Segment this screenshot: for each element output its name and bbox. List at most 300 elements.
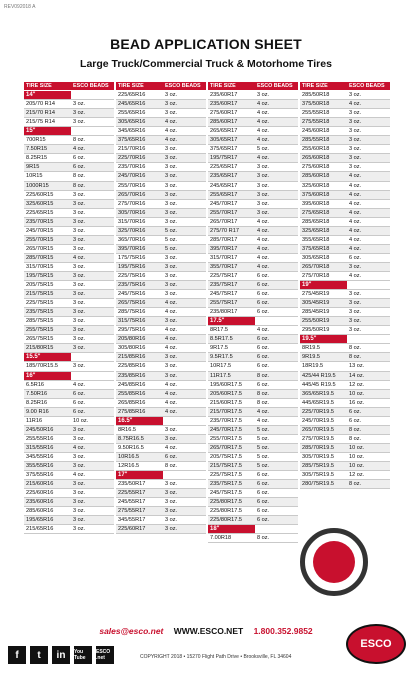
bead-amount-cell: 3 oz. (349, 291, 362, 298)
bead-amount-cell: 3 oz. (165, 481, 178, 488)
tire-size-cell: 245/60R18 (302, 128, 330, 135)
bead-amount-cell: 3 oz. (165, 263, 178, 270)
bead-amount-cell: 3 oz. (165, 272, 178, 279)
bead-amount-cell: 6 oz. (257, 381, 270, 388)
bead-amount-cell: 3 oz. (349, 119, 362, 126)
tire-size-cell: 265/70R19.5 (302, 426, 335, 433)
tire-size-cell: 225/75R15 (26, 300, 54, 307)
bead-amount-cell: 3 oz. (349, 155, 362, 162)
table-row (300, 182, 390, 191)
bead-amount-cell: 3 oz. (73, 318, 86, 325)
table-row (208, 263, 298, 272)
tire-size-cell: 375/65R18 (302, 245, 330, 252)
tire-size-cell: 265/70R16 (118, 191, 146, 198)
table-row (300, 227, 390, 236)
table-row (116, 254, 206, 263)
table-row (24, 462, 114, 471)
tire-size-cell: 7.50R16 (26, 390, 48, 397)
bead-amount-cell: 4 oz. (257, 408, 270, 415)
bead-amount-cell: 3 oz. (349, 164, 362, 171)
table-row (116, 435, 206, 444)
bead-amount-cell: 4 oz. (257, 417, 270, 424)
tire-size-cell: 255/70R15 (26, 236, 54, 243)
bead-amount-cell: 6 oz. (257, 282, 270, 289)
tire-size-cell: 275/55R17 (118, 508, 146, 515)
table-row (300, 254, 390, 263)
footer (0, 622, 412, 679)
table-row (300, 290, 390, 299)
youtube-icon[interactable]: You Tube (74, 646, 92, 664)
table-row (116, 236, 206, 245)
table-row (208, 118, 298, 127)
bead-amount-cell: 3 oz. (165, 291, 178, 298)
table-row (24, 118, 114, 127)
tire-size-cell: 275/55R18 (302, 119, 330, 126)
table-row (208, 100, 298, 109)
tire-size-cell: 305/45R19 (302, 300, 330, 307)
website-link[interactable]: WWW.ESCO.NET (173, 626, 244, 636)
bead-amount-cell: 3 oz. (165, 182, 178, 189)
tire-size-cell: 225/70R16 (118, 155, 146, 162)
bead-amount-cell: 8 oz. (257, 372, 270, 379)
bead-amount-cell: 3 oz. (73, 508, 86, 515)
table-row (300, 136, 390, 145)
bead-amount-cell: 3 oz. (73, 363, 86, 370)
tire-size-cell: 18R19.5 (302, 363, 324, 370)
table-column (24, 82, 114, 620)
bead-amount-cell: 4 oz. (257, 254, 270, 261)
table-row (24, 236, 114, 245)
twitter-icon[interactable]: t (30, 646, 48, 664)
bead-amount-cell: 3 oz. (165, 191, 178, 198)
bead-amount-cell: 3 oz. (73, 345, 86, 352)
table-row (24, 145, 114, 154)
table-row (116, 525, 206, 534)
tire-size-cell: 285/60R18 (302, 173, 330, 180)
tire-size-cell: 285/65R18 (302, 218, 330, 225)
table-row (300, 91, 390, 100)
tire-size-cell: 280/75R19.5 (302, 481, 335, 488)
tire-size-cell: 395/70R17 (210, 245, 238, 252)
tire-size-cell: 275/60R18 (302, 164, 330, 171)
bead-amount-cell: 6 oz. (73, 155, 86, 162)
tire-size-cell: 395/70R16 (118, 245, 146, 252)
tire-size-cell: 285/75R16 (118, 309, 146, 316)
tire-size-cell: 285/70R15 (26, 254, 54, 261)
tire-size-cell: 345/65R16 (118, 128, 146, 135)
tire-size-cell: 215/75 R14 (26, 119, 55, 126)
tire-size-cell: 225/65R15 (26, 209, 54, 216)
linkedin-icon[interactable]: in (52, 646, 70, 664)
tire-size-cell: 325/60R15 (26, 200, 54, 207)
tire-size-cell: 225/75R17 (210, 272, 238, 279)
table-row (116, 245, 206, 254)
bead-amount-cell: 4 oz. (257, 137, 270, 144)
tire-size-cell: 355/55R16 (26, 462, 54, 469)
page-title: BEAD APPLICATION SHEET (110, 36, 302, 52)
table-row (208, 362, 298, 371)
table-row (116, 344, 206, 353)
esco-net-icon[interactable]: ESCO .net (96, 646, 114, 664)
table-row (24, 498, 114, 507)
bead-amount-cell: 4 oz. (349, 227, 362, 234)
bead-amount-cell: 4 oz. (349, 272, 362, 279)
bead-amount-cell: 10 oz. (349, 444, 365, 451)
bead-amount-cell: 3 oz. (73, 191, 86, 198)
table-row (300, 200, 390, 209)
bead-amount-cell: 3 oz. (349, 327, 362, 334)
tire-size-cell: 195/60R17.5 (210, 381, 243, 388)
table-row (208, 326, 298, 335)
tire-size-cell: 325/70R16 (118, 227, 146, 234)
bead-amount-cell: 4 oz. (349, 191, 362, 198)
table-row (116, 480, 206, 489)
table-row (208, 516, 298, 525)
table-row (208, 200, 298, 209)
tire-size-cell: 275/60R17 (210, 110, 238, 117)
table-column (116, 82, 206, 620)
table-row (208, 498, 298, 507)
tire-size-cell: 235/60R17 (210, 101, 238, 108)
table-row (116, 326, 206, 335)
tire-size-cell: 245/70R16 (118, 173, 146, 180)
bead-amount-cell: 6 oz. (257, 336, 270, 343)
table-row (300, 154, 390, 163)
page-subtitle: Large Truck/Commercial Truck & Motorhome Tires (80, 58, 332, 70)
table-header-row (300, 82, 390, 91)
revision-code: REV092018 A (4, 4, 36, 10)
table-row (116, 218, 206, 227)
bead-amount-cell: 6 oz. (257, 300, 270, 307)
tire-size-cell: 255/75R15 (26, 327, 54, 334)
tire-size-cell: 235/75R17 (210, 282, 238, 289)
bead-amount-cell: 4 oz. (165, 408, 178, 415)
tire-size-cell: 235/85R16 (118, 372, 146, 379)
rim-size-label: 19.5" (302, 336, 317, 343)
bead-amount-cell: 8 oz. (257, 390, 270, 397)
table-row (116, 444, 206, 453)
tire-size-cell: 345/55R17 (118, 517, 146, 524)
tire-size-cell: 315/70R17 (210, 254, 238, 261)
tire-size-cell: 9R19.5 (302, 354, 321, 361)
table-row (24, 507, 114, 516)
tire-size-cell: 215/65R16 (26, 526, 54, 533)
bead-amount-cell: 8 oz. (257, 535, 270, 542)
tire-size-cell: 265/85R16 (118, 399, 146, 406)
table-row (24, 154, 114, 163)
table-row (24, 453, 114, 462)
table-row (208, 136, 298, 145)
tire-size-cell: 235/60R17 (210, 92, 238, 99)
table-row (116, 163, 206, 172)
table-row (300, 444, 390, 453)
tire-size-cell: 265/75R15 (26, 336, 54, 343)
bead-amount-cell: 4 oz. (165, 399, 178, 406)
bead-amount-cell: 5 oz. (257, 462, 270, 469)
table-row (208, 236, 298, 245)
header-tire-size: TIRE SIZE (302, 83, 328, 89)
bead-amount-cell: 3 oz. (165, 490, 178, 497)
bead-amount-cell: 4 oz. (257, 119, 270, 126)
tire-size-cell: 215/70 R14 (26, 110, 55, 117)
tire-size-cell: 255/85R16 (118, 390, 146, 397)
header-esco-beads: ESCO BEADS (257, 83, 293, 89)
table-row (116, 408, 206, 417)
bead-amount-cell: 4 oz. (257, 218, 270, 225)
tire-size-cell: 285/75R19.5 (302, 462, 335, 469)
tire-size-cell: 255/70R16 (118, 182, 146, 189)
tire-size-cell: 225/80R17.5 (210, 499, 243, 506)
table-row (300, 272, 390, 281)
bead-amount-cell: 3 oz. (73, 110, 86, 117)
section-row (24, 127, 114, 136)
seal-center (313, 541, 355, 583)
table-row (116, 182, 206, 191)
table-row (24, 245, 114, 254)
tire-size-cell: 235/80R17 (210, 309, 238, 316)
bead-amount-cell: 3 oz. (349, 146, 362, 153)
table-row (116, 462, 206, 471)
tire-size-cell: 285/70R19.5 (302, 444, 335, 451)
table-row (116, 200, 206, 209)
email-link[interactable]: sales@esco.net (99, 626, 164, 636)
tire-size-cell: 215/70R17.5 (210, 408, 243, 415)
tire-size-cell: 395/60R18 (302, 200, 330, 207)
table-row (116, 118, 206, 127)
bead-amount-cell: 3 oz. (73, 490, 86, 497)
bead-amount-cell: 3 oz. (73, 327, 86, 334)
tire-size-cell: 225/75R16 (118, 272, 146, 279)
bead-amount-cell: 4 oz. (165, 128, 178, 135)
table-row (24, 489, 114, 498)
bead-amount-cell: 3 oz. (73, 263, 86, 270)
bead-amount-cell: 6 oz. (257, 517, 270, 524)
tire-size-cell: 265/70R17 (210, 218, 238, 225)
table-row (300, 344, 390, 353)
bead-amount-cell: 3 oz. (73, 227, 86, 234)
tire-size-cell: 235/65R17 (210, 173, 238, 180)
table-row (208, 154, 298, 163)
table-row (24, 182, 114, 191)
bead-amount-cell: 6 oz. (73, 390, 86, 397)
table-row (300, 408, 390, 417)
bead-amount-cell: 6 oz. (257, 363, 270, 370)
tire-size-cell: 375/65R16 (118, 137, 146, 144)
tire-size-cell: 255/70R17.5 (210, 435, 243, 442)
table-row (116, 191, 206, 200)
bead-amount-cell: 3 oz. (165, 526, 178, 533)
tire-size-cell: 325/60R18 (302, 182, 330, 189)
section-row (24, 91, 114, 100)
bead-amount-cell: 3 oz. (73, 272, 86, 279)
bead-amount-cell: 3 oz. (73, 291, 86, 298)
tire-size-cell: 245/65R17 (210, 182, 238, 189)
bead-amount-cell: 3 oz. (165, 318, 178, 325)
bead-amount-cell: 4 oz. (165, 444, 178, 451)
bead-amount-cell: 8 oz. (73, 173, 86, 180)
bead-amount-cell: 3 oz. (165, 517, 178, 524)
header-tire-size: TIRE SIZE (118, 83, 144, 89)
bead-amount-cell: 3 oz. (165, 209, 178, 216)
table-row (116, 281, 206, 290)
tire-size-cell: 305/65R16 (118, 119, 146, 126)
table-row (300, 299, 390, 308)
tire-size-cell: 8R16.5 (118, 426, 137, 433)
tire-size-cell: 235/50R17 (118, 481, 146, 488)
header-esco-beads: ESCO BEADS (73, 83, 109, 89)
bead-amount-cell: 4 oz. (349, 236, 362, 243)
tire-size-cell: 205/75R15 (26, 282, 54, 289)
table-row (208, 245, 298, 254)
tire-size-cell: 225/65R16 (118, 92, 146, 99)
bead-amount-cell: 3 oz. (257, 191, 270, 198)
facebook-icon[interactable]: f (8, 646, 26, 664)
tire-size-cell: 285/60R16 (26, 508, 54, 515)
table-row (208, 344, 298, 353)
table-row (24, 417, 114, 426)
section-spacer (163, 471, 206, 479)
header-esco-beads: ESCO BEADS (349, 83, 385, 89)
bead-amount-cell: 8 oz. (165, 462, 178, 469)
tire-size-cell: 275/85R16 (118, 408, 146, 415)
tire-size-cell: 265/70R15 (26, 245, 54, 252)
tire-size-cell: 225/65R17 (210, 164, 238, 171)
table-row (116, 507, 206, 516)
bead-amount-cell: 4 oz. (165, 390, 178, 397)
header-tire-size: TIRE SIZE (26, 83, 52, 89)
table-row (116, 498, 206, 507)
bead-amount-cell: 5 oz. (257, 444, 270, 451)
bead-amount-cell: 6 oz. (257, 481, 270, 488)
bead-amount-cell: 3 oz. (349, 137, 362, 144)
tire-size-cell: 245/50R16 (26, 426, 54, 433)
bead-amount-cell: 3 oz. (73, 526, 86, 533)
bead-amount-cell: 3 oz. (165, 282, 178, 289)
tire-size-cell: 205/80R16 (118, 336, 146, 343)
table-row (116, 109, 206, 118)
bead-amount-cell: 4 oz. (165, 300, 178, 307)
tire-size-cell: 365/65R19.5 (302, 390, 335, 397)
bead-amount-cell: 4 oz. (257, 263, 270, 270)
table-row (300, 263, 390, 272)
section-spacer (347, 335, 390, 343)
tire-size-cell: 285/45R19 (302, 309, 330, 316)
tire-size-cell: 265/60R18 (302, 155, 330, 162)
tire-size-cell: 255/65R17 (210, 191, 238, 198)
table-row (300, 399, 390, 408)
table-row (300, 453, 390, 462)
tire-size-cell: 235/70R16 (118, 164, 146, 171)
table-row (116, 91, 206, 100)
tire-size-cell: 315/70R15 (26, 263, 54, 270)
tire-size-cell: 7.50R15 (26, 146, 48, 153)
tire-size-cell: 10R16.5 (118, 453, 140, 460)
bead-amount-cell: 3 oz. (165, 354, 178, 361)
tire-size-cell: 205/70 R14 (26, 101, 55, 108)
table-row (300, 308, 390, 317)
tire-size-cell: 375/60R18 (302, 191, 330, 198)
tire-size-cell: 245/75R17.5 (210, 490, 243, 497)
tire-size-cell: 8R19.5 (302, 345, 321, 352)
table-row (24, 263, 114, 272)
table-row (116, 227, 206, 236)
tire-size-cell: 255/75R17 (210, 300, 238, 307)
bead-amount-cell: 5 oz. (165, 245, 178, 252)
table-row (300, 245, 390, 254)
tire-size-cell: 235/75R15 (26, 309, 54, 316)
rim-size-label: 18" (210, 526, 220, 533)
bead-amount-cell: 3 oz. (165, 101, 178, 108)
table-row (116, 372, 206, 381)
tire-size-cell: 225/80R17.5 (210, 508, 243, 515)
bead-amount-cell: 3 oz. (257, 164, 270, 171)
table-row (300, 381, 390, 390)
bead-amount-cell: 8 oz. (257, 399, 270, 406)
bead-amount-cell: 3 oz. (73, 101, 86, 108)
table-row (208, 372, 298, 381)
tire-size-cell: 1000R15 (26, 182, 49, 189)
table-row (24, 191, 114, 200)
section-spacer (71, 353, 114, 361)
section-spacer (255, 317, 298, 325)
table-row (116, 263, 206, 272)
bead-amount-cell: 3 oz. (165, 508, 178, 515)
table-row (208, 507, 298, 516)
tire-size-cell: 225/80R17.5 (210, 517, 243, 524)
bead-amount-cell: 4 oz. (73, 254, 86, 261)
bead-amount-cell: 4 oz. (73, 444, 86, 451)
tire-size-cell: 245/85R16 (118, 381, 146, 388)
bead-amount-cell: 12 oz. (349, 472, 365, 479)
tire-size-cell: 205/60R17.5 (210, 390, 243, 397)
table-row (116, 290, 206, 299)
bead-amount-cell: 6 oz. (257, 499, 270, 506)
bead-amount-cell: 4 oz. (349, 209, 362, 216)
table-row (24, 444, 114, 453)
bead-amount-cell: 4 oz. (349, 101, 362, 108)
bead-amount-cell: 10 oz. (349, 453, 365, 460)
table-row (208, 417, 298, 426)
bead-amount-cell: 3 oz. (73, 309, 86, 316)
table-row (24, 326, 114, 335)
bead-amount-cell: 4 oz. (73, 381, 86, 388)
tire-size-cell: 305/65R17 (210, 137, 238, 144)
table-row (300, 435, 390, 444)
table-row (116, 489, 206, 498)
bead-amount-cell: 3 oz. (165, 435, 178, 442)
table-row (24, 200, 114, 209)
bead-amount-cell: 6 oz. (257, 472, 270, 479)
copyright-text: COPYRIGHT 2018 • 15270 Flight Path Drive • Brooksville, FL 34604 (140, 654, 292, 660)
bead-amount-cell: 3 oz. (73, 236, 86, 243)
table-row (208, 127, 298, 136)
bead-amount-cell: 4 oz. (257, 227, 270, 234)
tire-size-cell: 265/70R18 (302, 263, 330, 270)
tire-size-cell: 285/60R17 (210, 119, 238, 126)
table-row (208, 227, 298, 236)
table-row (24, 308, 114, 317)
table-row (300, 191, 390, 200)
bead-amount-cell: 3 oz. (165, 146, 178, 153)
tire-size-cell: 425/44 R19.5 (302, 372, 336, 379)
tire-size-cell: 275/70R19.5 (302, 435, 335, 442)
bead-amount-cell: 6 oz. (257, 354, 270, 361)
table-row (300, 471, 390, 480)
bead-amount-cell: 6 oz. (257, 291, 270, 298)
bead-amount-cell: 3 oz. (257, 182, 270, 189)
table-header-row (208, 82, 298, 91)
table-row (208, 335, 298, 344)
